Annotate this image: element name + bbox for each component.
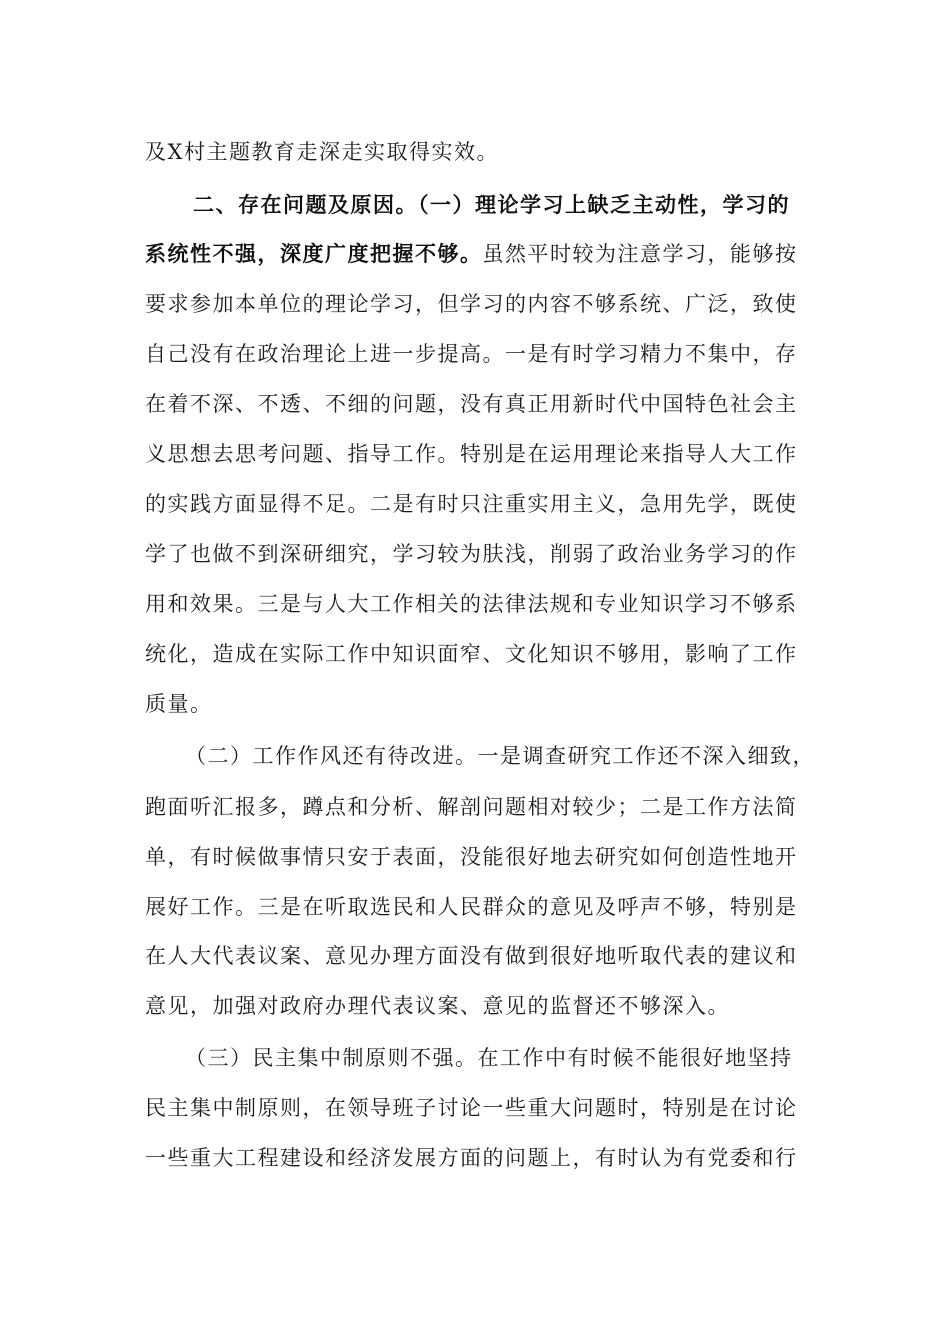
paragraph-line: 统化，造成在实际工作中知识面窄、文化知识不够用，影响了工作	[145, 642, 798, 666]
paragraph-line: （三）民主集中制原则不强。在工作中有时候不能很好地坚持	[185, 1046, 793, 1070]
section-heading: 二、存在问题及原因。	[193, 192, 418, 217]
paragraph-line: 自己没有在政治理论上进一步提高。一是有时学习精力不集中，存	[145, 342, 798, 366]
paragraph-line: （二）工作作风还有待改进。一是调查研究工作还不深入细致，	[185, 744, 815, 768]
paragraph-line: 跑面听汇报多，蹲点和分析、解剖问题相对较少；二是工作方法简	[145, 795, 798, 819]
paragraph-line: 在人大代表议案、意见办理方面没有做到很好地听取代表的建议和	[145, 944, 798, 968]
paragraph-line: 义思想去思考问题、指导工作。特别是在运用理论来指导人大工作	[145, 442, 798, 466]
paragraph-line	[145, 236, 805, 272]
paragraph-line: 及X村主题教育走深走实取得实效。	[145, 140, 499, 164]
subsection-heading-continued: 系统性不强，深度广度把握不够。	[145, 241, 483, 266]
paragraph-line: 质量。	[145, 692, 213, 716]
paragraph-line: 的实践方面显得不足。二是有时只注重实用主义，急用先学，既使	[145, 492, 798, 516]
paragraph-line: 在着不深、不透、不细的问题，没有真正用新时代中国特色社会主	[145, 392, 798, 416]
paragraph-line: 意见，加强对政府办理代表议案、意见的监督还不够深入。	[145, 994, 730, 1018]
subsection-number: （一）	[418, 192, 475, 217]
paragraph-line: 一些重大工程建设和经济发展方面的问题上，有时认为有党委和行	[145, 1146, 798, 1170]
subsection-heading: 理论学习上缺乏主动性，学习的	[475, 192, 790, 217]
paragraph-line: 要求参加本单位的理论学习，但学习的内容不够系统、广泛，致使	[145, 292, 798, 316]
paragraph-line: 学了也做不到深研细究，学习较为肤浅，削弱了政治业务学习的作	[145, 542, 798, 566]
paragraph-line: 用和效果。三是与人大工作相关的法律法规和专业知识学习不够系	[145, 592, 798, 616]
paragraph-line: 单，有时候做事情只安于表面，没能很好地去研究如何创造性地开	[145, 845, 798, 869]
paragraph-line: 民主集中制原则，在领导班子讨论一些重大问题时，特别是在讨论	[145, 1096, 798, 1120]
paragraph-line: 展好工作。三是在听取选民和人民群众的意见及呼声不够，特别是	[145, 895, 798, 919]
section-heading-line	[193, 187, 805, 223]
paragraph-text: 虽然平时较为注意学习，能够按	[482, 242, 798, 266]
